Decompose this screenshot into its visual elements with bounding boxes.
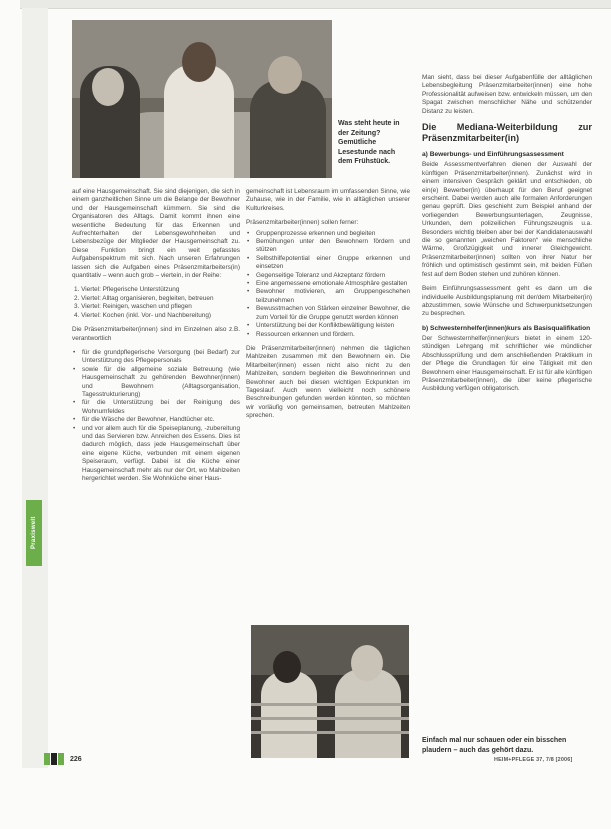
col3-paragraph-b: Beim Einführungsassessment geht es dann um die individuelle Ausbildungsplanung mit der/dem Mitarbeiter(in) abzustimmen, sowie Wünsche und Schwerpunktsetzungen zu besprechen.: [422, 285, 592, 318]
magazine-logo-icon: [44, 752, 64, 766]
photo-balcony: [251, 625, 409, 758]
subheading-a: a) Bewerbungs- und Einführungsassessment: [422, 151, 564, 159]
col2-paragraph-2: Präsenzmitarbeiter(innen) sollen ferner:: [246, 219, 359, 227]
col2-paragraph-3: Die Präsenzmitarbeiter(innen) nehmen die täglichen Mahlzeiten zusammen mit den Bewohnern ein. Die Mitarbeiter(innen) essen nicht also nicht zu den Mahlzeiten, sondern begleiten die Bewohnerinnen und Bewohner auch bei diesen wichtigen Eckpunkten im Tageslauf. Auch wenn vielleicht noch schönere Beschreibungen gefunden werden könnten, so möchten wir vorläufig von gemeinsamen, betreuten Mahlzeiten sprechen.: [246, 344, 410, 420]
col2-paragraph-1: gemeinschaft ist Lebensraum im umfassenden Sinne, wie Zuhause, wie in der Familie, wie in alltäglichen unserer Kulturkreises.: [246, 188, 410, 212]
list-item: • und vor allem auch für die Speiseplanung, -zubereitung und das Servieren bzw. Anreichen des Essens. Dies ist dadurch möglich, dass jede Hausgemeinschaft über eine eigene Küche, verbunden mit einem eigenen Speiseraum, verfügt. Dabei ist die Küche einer Hausgemeinschaft mehr als nur der Ort, wo Mahlzeiten hergerichtet werden. Sie Wohnküche einer Haus-: [80, 425, 240, 484]
list-item: • Ressourcen erkennen und fördern.: [254, 331, 410, 339]
list-item: 3. Viertel: Reinigen, waschen und pflegen: [74, 303, 192, 311]
footer-left: [44, 752, 82, 766]
list-item: 4. Viertel: Kochen (inkl. Vor- und Nachbereitung): [74, 311, 212, 319]
list-item: • Bewohner motivieren, am Gruppengeschehen teilzunehmen: [254, 288, 410, 305]
col2-bullet-list: [246, 230, 410, 339]
list-item: 2. Viertel: Alltag organisieren, begleiten, betreuen: [74, 294, 214, 302]
list-item: • Bemühungen unter den Bewohnern fördern und stützen: [254, 238, 410, 255]
col1-paragraph-1: auf eine Hausgemeinschaft. Sie sind diejenigen, die sich in einem ganzheitlichen Sinne um die Belange der Bewohner und der Hausgemeinschaft kümmern. Sie sind die Organisatoren des Alltags. Damit kommt ihnen eine wesentliche Bedeutung für das Erkennen und Aufrechterhalten der Lebensgewohnheiten und Lebensbezüge der Mitglieder der Hausgemeinschaft zu. Diese Funktion bringt ein weit gefasstes Aufgabenspektrum mit sich. Nach unseren Erfahrungen lassen sich die Aufgaben eines Präsenzmitarbeiters(in) quantitativ – wenn auch grob – viertein, in der Reihe:: [72, 188, 240, 280]
list-item: • Gegenseitige Toleranz und Akzeptanz fördern: [254, 272, 410, 280]
col3-paragraph-c: Der Schwesternhelfer(innen)kurs bietet in einem 120-stündigen Lehrgang mit schriftlicher wie mündlicher Abschlussprüfung und dem anschließenden Praktikum in der Pflege die Grundlagen für eine Tätigkeit mit den Bewohnern einer Hausgemeinschaft. Er ist für alle künftigen Präsenzmitarbeiter(innen), die über keine pflegerische Ausbildung verfügen obligatorisch.: [422, 334, 592, 393]
col3-paragraph-1: Man sieht, dass bei dieser Aufgabenfülle der alltäglichen Lebensbegleitung Präsenzmitarbeiter(innen) eine hohe Professionalität aufweisen bzw. entwickeln müssen, um den Spagat zwischen menschlicher Nähe und schützender Distanz zu leisten.: [422, 74, 592, 115]
top-bar: [20, 0, 611, 9]
photo-caption-top: Was steht heute in der Zeitung? Gemütliche Lesestunde nach dem Frühstück.: [338, 120, 400, 166]
list-item: 1. Viertel: Pflegerische Unterstützung: [74, 286, 180, 294]
page-number: 226: [70, 755, 82, 763]
list-item: • sowie für die allgemeine soziale Betreuung (wie Hausgemeinschaft zu gehörenden Bewohner(innen) und Bewohnern (Alltagsorganisation, Tagesstrukturierung): [80, 366, 240, 400]
section-tab: Praxiswelt: [26, 500, 42, 566]
list-item: • Bewusstmachen von Stärken einzelner Bewohner, die zum Vorteil für die Gruppe genutzt werden können: [254, 305, 410, 322]
list-item: • für die grundpflegerische Versorgung (bei Bedarf) zur Unterstützung des Pflegepersonals: [80, 349, 240, 366]
footer-citation: HEIM+PFLEGE 37, 7/8 [2006]: [494, 757, 573, 763]
list-item: • für die Wäsche der Bewohner, Handtücher etc.: [80, 416, 240, 424]
column-2: [246, 188, 410, 427]
photo-reading-group: [72, 20, 332, 178]
col3-paragraph-a: Beide Assessmentverfahren dienen der Auswahl der künftigen Präsenzmitarbeiter(innen). Zunächst wird in einem intensiven Gespräch geklärt und entschieden, ob ein(e) Bewerber(in) überhaupt für den Beruf geeignet erscheint. Dabei werden auch alle formalen Anforderungen genau geprüft. Dies geschieht zum Beispiel anhand der vorliegenden Bewerbungsunterlagen, Zeugnisse, Urkunden, dem polizeilichen Führungszeugnis u.a. Besonders wichtig bleiben aber bei der Kandidatenauswahl die so genannten „weichen Faktoren“ wie menschliche Wärme, Großzügigkeit und innerer Gleichgewicht. Präsenzmitarbeiter(innen) sollten von ihrer Natur her fröhlich und optimistisch gestimmt sein, mit beiden Füßen fest auf dem Boden stehen und zuhören können.: [422, 161, 592, 278]
col1-quarter-list: [72, 286, 240, 320]
col1-bullet-list: [72, 349, 240, 484]
column-1: [72, 188, 240, 489]
list-item: • für die Unterstützung bei der Reinigung des Wohnumfeldes: [80, 399, 240, 416]
subheading-b: b) Schwesternhelfer(innen)kurs als Basisqualifikation: [422, 324, 591, 332]
section-heading: Die Mediana-Weiterbildung zur Präsenzmitarbeiter(in): [422, 122, 592, 143]
col1-paragraph-2: Die Präsenzmitarbeiter(innen) sind im Einzelnen also z.B. verantwortlich: [72, 326, 240, 342]
list-item: • Selbsthilfepotential einer Gruppe erkennen und einsetzen: [254, 255, 410, 272]
photo-caption-bottom: Einfach mal nur schauen oder ein bisschen plaudern – auch das gehört dazu.: [422, 737, 567, 754]
list-item: • Unterstützung bei der Konfliktbewältigung leisten: [254, 322, 410, 330]
column-3: [422, 74, 592, 400]
list-item: • Gruppenprozesse erkennen und begleiten: [254, 230, 410, 238]
list-item: • Eine angemessene emotionale Atmosphäre gestalten: [254, 280, 410, 288]
sidebar-strip: [22, 8, 48, 768]
